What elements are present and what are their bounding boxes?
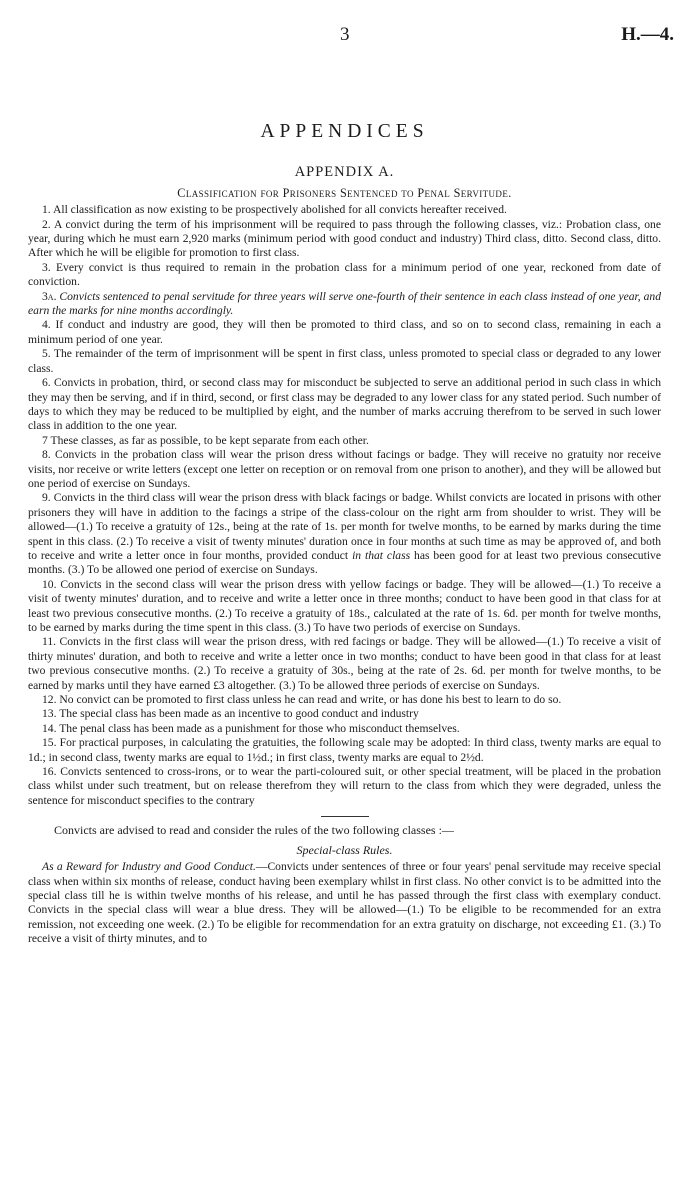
paragraph-9: [28, 491, 661, 577]
paragraph-text: Convicts in the third class will wear the prison dress with black facings or badge. Whilst convicts are located in prisons with other prisoners they will have in addition to the facings a stripe of the class-colour on the right arm from shoulder to wrist. They will be allowed—(1.) To receive a gratuity of 12s., being at the rate of 1s. per month for twelve months, to be earned by marks during the time spent in this class. (2.) To receive a visit of twenty minutes' duration once in four months at such time as may be approved of, and both to receive and write a letter once in four months, provided conduct: [28, 491, 661, 562]
document-body: [28, 121, 662, 947]
paragraph-text: The remainder of the term of imprisonment will be spent in first class, unless promoted to special class or degraded to any lower class.: [28, 347, 662, 375]
appendices-title: APPENDICES: [260, 121, 429, 142]
paragraph-number: 8.: [42, 448, 56, 462]
paragraph-12: [28, 693, 661, 707]
paragraph-14: [28, 722, 661, 736]
paragraph-text: For practical purposes, in calculating the gratuities, the following scale may be adopted: In third class, twenty marks are equal to 1d.; in second class, twenty marks are equal to 1½d.; in first class, twenty marks are equal to 2½d.: [28, 736, 662, 764]
paragraph-3a: [28, 290, 661, 319]
paragraph-number: 12.: [42, 693, 60, 707]
paragraph-5: [28, 347, 661, 376]
paragraph-2: [28, 218, 661, 261]
appendix-a-title: APPENDIX A.: [294, 164, 395, 181]
paragraph-4: [28, 318, 661, 347]
paragraph-16: [28, 765, 661, 808]
paragraph-text: has been good for at least two previous consecutive months. (3.) To be allowed one period of exercise on Sundays.: [28, 548, 661, 577]
paragraph-number: 3a.: [42, 289, 60, 303]
paragraph-italic-text: in that class: [348, 548, 415, 562]
paragraph-11: [28, 635, 661, 693]
paragraph-number: 2.: [42, 217, 54, 231]
appendix-a-subtitle: Classification for Prisoners Sentenced to Penal Servitude.: [177, 185, 512, 200]
page-number: 3: [340, 24, 350, 45]
paragraph-13: [28, 707, 661, 721]
paragraph-number: 11.: [42, 635, 60, 649]
paragraph-number: 6.: [42, 376, 54, 390]
paragraph-text: The special class has been made as an incentive to good conduct and industry: [59, 707, 419, 721]
paragraph-text: Convicts in the first class will wear the prison dress, with red facings or badge. They will be allowed—(1.) To receive a visit of thirty minutes' duration, and both to receive and write a letter once in two months; conduct to have been good in that class for at least two previous consecutive months. (2.) To receive a gratuity of 30s., being at the rate of 2s. 6d. per month for twelve months, to be earned by marks until they have earned £3 altogether. (3.) To be allowed three periods of exercise on Sundays.: [28, 635, 661, 692]
paragraph-number: 5.: [42, 347, 54, 361]
paragraph-number: 3.: [42, 260, 56, 274]
paragraph-italic-text: Convicts sentenced to penal servitude for three years will serve one-fourth of their sentence in each class instead of one year, and earn the marks for nine months accordingly.: [28, 289, 661, 318]
paragraph-text: Convicts sentenced to cross-irons, or to wear the parti-coloured suit, or other special treatment, will be placed in the probation class whilst under such treatment, but on release therefrom they will return to the class from which they were degraded, unless the sentence for misconduct specifies to the contrary: [28, 765, 662, 807]
paragraph-text: Convicts in probation, third, or second class may for misconduct be subjected to serve an additional period in such class in which they may then be serving, and if in third, second, or first class may be degraded to any lower class for any stated period. Such number of days to which they may be reduced to be multiplied by eight, and the number of marks accruing therefrom to be served in such lower class in addition to the one year.: [28, 376, 661, 433]
advice-line: Convicts are advised to read and consider the rules of the two following classes :—: [54, 823, 454, 838]
paragraph-number: 16.: [42, 765, 61, 779]
document-reference: H.—4.: [621, 24, 674, 45]
paragraph-text: All classification as now existing to be prospectively abolished for all convicts hereafter received.: [52, 203, 507, 217]
paragraph-italic-text: As a Reward for Industry and Good Conduct.: [42, 860, 256, 874]
paragraph-text: Convicts in the second class will wear the prison dress with yellow facings or badge. They will be allowed—(1.) To receive a visit of twenty minutes' duration, and to receive and write a letter once in three months; conduct to have been good in that class for at least two previous consecutive months. (2.) To receive a gratuity of 18s., calculated at the rate of 1s. 6d. per month for twelve months, to be earned by marks during the time spent in this class. (3.) To have two periods of exercise on Sundays.: [28, 577, 661, 634]
paragraph-text: If conduct and industry are good, they will then be promoted to third class, and so on to second class, remaining in each a minimum period of one year.: [28, 318, 661, 346]
special-class-rules-paragraph: [28, 860, 661, 946]
paragraph-7: [28, 434, 661, 448]
paragraph-1: [28, 203, 661, 217]
paragraph-number: 14.: [42, 721, 60, 735]
paragraph-text: No convict can be promoted to first class unless he can read and write, or has done his best to learn to do so.: [59, 693, 562, 707]
paragraph-text: These classes, as far as possible, to be kept separate from each other.: [50, 433, 369, 447]
paragraph-text: Convicts in the probation class will wear the prison dress without facings or badge. They will receive no gratuity nor receive visits, nor receive or write letters (except one letter on reception or on removal from one prison to another), and they will be allowed but one period of exercise on Sundays.: [28, 448, 661, 490]
paragraph-number: 9.: [42, 491, 54, 505]
paragraph-number: 15.: [42, 736, 60, 750]
paragraph-number: 13.: [42, 707, 60, 721]
paragraph-number: 10.: [42, 577, 61, 591]
paragraph-text: The penal class has been made as a punishment for those who misconduct themselves.: [59, 721, 460, 735]
paragraph-text: A convict during the term of his imprisonment will be required to pass through the following classes, viz.: Probation class, one year, during which he must earn 2,920 marks (minimum period with good conduct and industry) Third class, ditto. Second class, ditto. After which he will be eligible for promotion to first class.: [28, 217, 661, 260]
paragraph-number: 7: [42, 433, 51, 447]
paragraph-number: 1.: [42, 203, 53, 217]
paragraph-text: —Convicts under sentences of three or four years' penal servitude may receive special class when within six months of release, conduct having been exemplary whilst in first class. No other convict is to be admitted into the special class till he is within twelve months of his release, and until he has passed through the first class with exemplary conduct. Convicts in the special class will wear a blue dress. They will be allowed—(1.) To be eligible to be recommended for an extra remission, not exceeding one week. (2.) To be eligible for recommendation for an extra gratuity on discharge, not exceeding £1. (3.) To receive a visit of thirty minutes, and to: [28, 860, 661, 946]
special-class-rules-title: Special-class Rules.: [296, 842, 393, 857]
section-divider: [321, 816, 369, 817]
paragraph-8: [28, 448, 661, 491]
paragraph-15: [28, 736, 661, 765]
paragraph-3: [28, 261, 661, 290]
paragraph-text: Every convict is thus required to remain in the probation class for a minimum period of one year, reckoned from date of conviction.: [28, 260, 661, 289]
classification-paragraphs: [28, 203, 661, 808]
paragraph-6: [28, 376, 661, 434]
paragraph-number: 4.: [42, 318, 56, 332]
paragraph-10: [28, 578, 661, 636]
